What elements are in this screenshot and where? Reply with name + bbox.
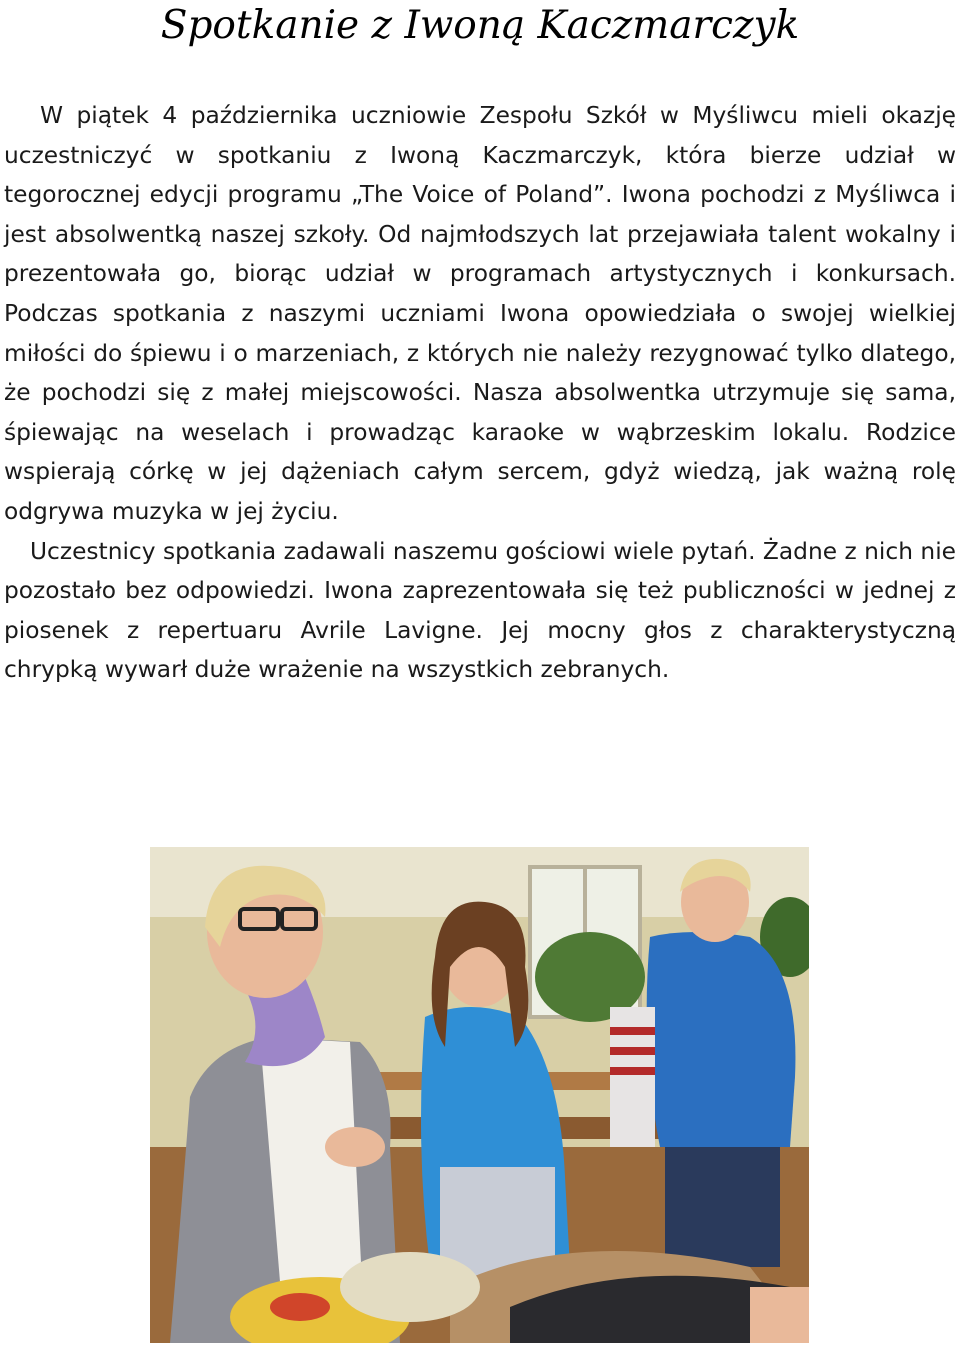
article-paragraph: W piątek 4 października uczniowie Zespołu Szkół w Myśliwcu mieli okazję uczestniczyć w spotkaniu z Iwoną Kaczmarczyk, która bierze udział w tegorocznej edycji programu „The Voice of Poland”. Iwona pochodzi z Myśliwca i jest absolwentką naszej szkoły. Od najmłodszych lat przejawiała talent wokalny i prezentowała go, biorąc udział w programach artystycznych i konkursach. Podczas spotkania z naszymi uczniami Iwona opowiedziała o swojej wielkiej miłości do śpiewu i o marzeniach, z których nie należy rezygnować tylko dlatego, że pochodzi się z małej miejscowości. Nasza absolwentka utrzymuje się sama, śpiewając na weselach i prowadząc karaoke w wąbrzeskim lokalu. Rodzice wspierają córkę w jej dążeniach całym sercem, gdyż wiedzą, jak ważną rolę odgrywa muzyka w jej życiu. (4, 102, 956, 525)
page-title: Spotkanie z Iwoną Kaczmarczyk (160, 3, 800, 48)
photo-student-stripe (610, 1047, 655, 1055)
article-body (4, 96, 956, 690)
meeting-photo (150, 847, 809, 1343)
photo-hand (750, 1287, 809, 1343)
photo-cake-card (340, 1252, 480, 1322)
photo-student-stripe (610, 1027, 655, 1035)
photo-student-stripe (610, 1067, 655, 1075)
photo-cake-decoration (270, 1293, 330, 1321)
article-paragraph: Uczestnicy spotkania zadawali naszemu gościowi wiele pytań. Żadne z nich nie pozostało bez odpowiedzi. Iwona zaprezentowała się też publiczności w jednej z piosenek z repertuaru Avrile Lavigne. Jej mocny głos z charakterystyczną chrypką wywarł duże wrażenie na wszystkich zebranych. (4, 537, 956, 684)
meeting-photo-illustration (150, 847, 809, 1343)
